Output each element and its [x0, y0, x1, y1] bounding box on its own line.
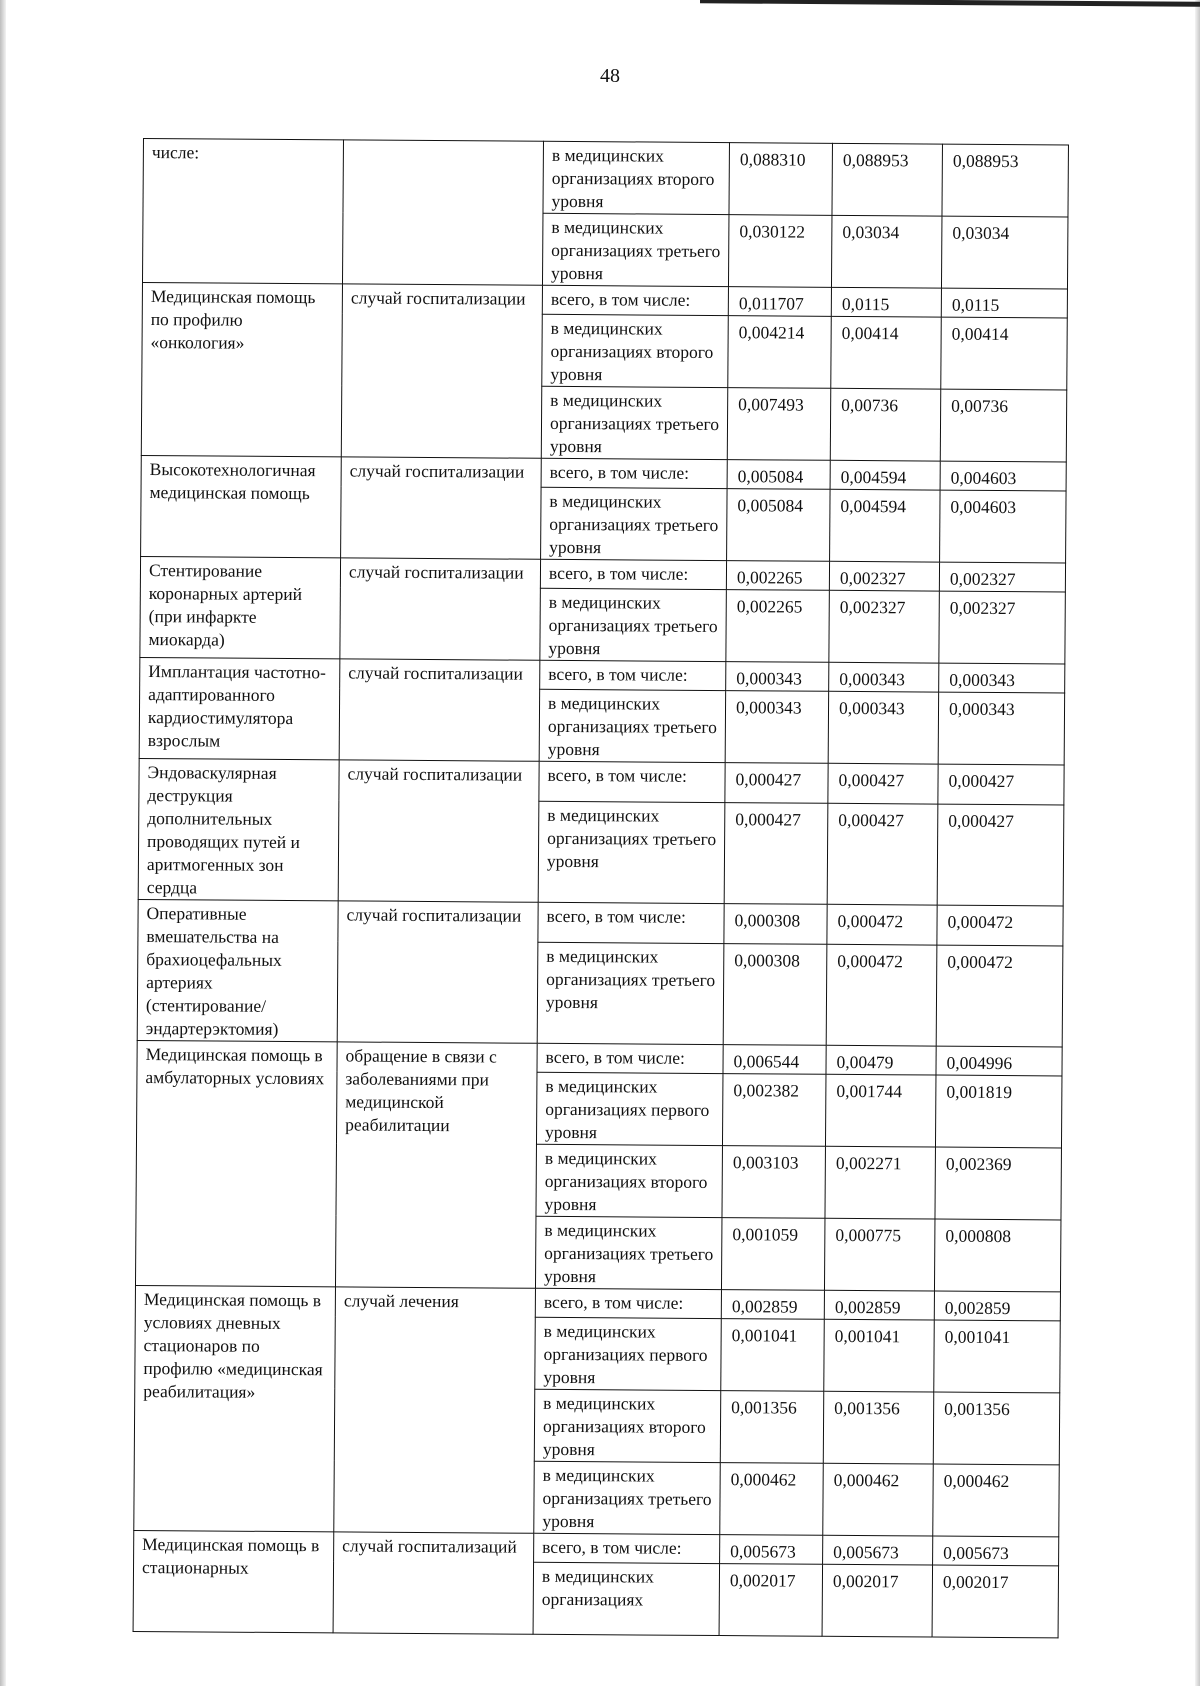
level-cell: всего, в том числе: [540, 559, 726, 589]
value-cell-year-3: 0,002859 [934, 1291, 1060, 1321]
value-cell-year-2: 0,000427 [828, 763, 938, 804]
table-row [137, 1040, 1062, 1075]
value-cell-year-2: 0,001744 [825, 1074, 936, 1147]
level-cell: в медицинских организациях второго уровня [534, 1389, 720, 1462]
scan-edge-left [0, 0, 6, 1686]
value-cell-year-3: 0,001819 [935, 1075, 1061, 1148]
level-cell: всего, в том числе: [534, 1533, 720, 1563]
value-cell-year-3: 0,002017 [932, 1565, 1058, 1638]
scan-edge-right [1195, 0, 1200, 1686]
value-cell-year-3: 0,002327 [939, 562, 1065, 592]
value-cell-year-3: 0,00736 [940, 389, 1066, 462]
table-row [140, 556, 1065, 591]
level-cell: в медицинских организациях третьего уровня [535, 1216, 721, 1289]
value-cell-year-2: 0,000462 [823, 1463, 934, 1536]
value-cell-year-3: 0,002369 [935, 1147, 1061, 1220]
value-cell-year-1: 0,002265 [726, 561, 829, 591]
unit-cell: случай лечения [334, 1287, 536, 1533]
level-cell: всего, в том числе: [535, 1288, 721, 1318]
value-cell-year-1: 0,011707 [728, 287, 831, 317]
care-type-cell: Стентирование коронарных артерий (при инфаркте миокарда) [140, 556, 341, 658]
level-cell: всего, в том числе: [541, 458, 727, 488]
table-row [141, 455, 1066, 490]
care-type-cell: Имплантация частотно-адаптированного кардиостимулятора взрослым [139, 657, 340, 759]
value-cell-year-1: 0,030122 [728, 215, 832, 288]
value-cell-year-2: 0,000343 [829, 662, 939, 692]
table-row [143, 139, 1068, 217]
value-cell-year-3: 0,005673 [933, 1536, 1059, 1566]
value-cell-year-3: 0,000808 [934, 1219, 1060, 1292]
unit-cell: случай госпитализации [339, 659, 540, 761]
level-cell: в медицинских организациях первого уровня [535, 1317, 721, 1390]
table-row [134, 1530, 1059, 1565]
value-cell-year-1: 0,001059 [721, 1218, 825, 1291]
unit-cell: случай госпитализации [338, 760, 539, 902]
value-cell-year-3: 0,004603 [940, 461, 1066, 491]
value-cell-year-3: 0,00414 [941, 317, 1067, 390]
value-cell-year-3: 0,000427 [937, 805, 1064, 906]
unit-cell: случай госпитализации [341, 284, 542, 458]
table-row [142, 282, 1067, 317]
data-table-wrapper [133, 138, 1068, 1638]
value-cell-year-3: 0,088953 [942, 144, 1068, 217]
value-cell-year-2: 0,00736 [830, 388, 940, 461]
value-cell-year-2: 0,000775 [824, 1218, 934, 1291]
value-cell-year-1: 0,005084 [727, 460, 830, 490]
level-cell: в медицинских организациях третьего уровня [537, 943, 724, 1045]
level-cell: всего, в том числе: [542, 285, 728, 315]
care-type-cell: Эндоваскулярная деструкция дополнительных проводящих путей и аритмогенных зон сердца [138, 758, 339, 900]
value-cell-year-3: 0,03034 [941, 216, 1067, 289]
value-cell-year-2: 0,005673 [823, 1535, 933, 1565]
level-cell: всего, в том числе: [540, 660, 726, 690]
value-cell-year-2: 0,088953 [832, 143, 943, 216]
table-row [140, 657, 1065, 692]
value-cell-year-2: 0,004594 [830, 460, 940, 490]
value-cell-year-1: 0,001356 [720, 1391, 824, 1464]
unit-cell: случай госпитализации [340, 558, 541, 660]
value-cell-year-2: 0,002859 [824, 1290, 934, 1320]
level-cell: в медицинских организациях третьего уровня [538, 802, 725, 904]
value-cell-year-2: 0,001356 [823, 1391, 933, 1464]
level-cell: всего, в том числе: [538, 902, 724, 944]
value-cell-year-3: 0,000472 [937, 905, 1063, 946]
value-cell-year-1: 0,000427 [724, 803, 828, 904]
value-cell-year-3: 0,000427 [938, 764, 1064, 805]
care-type-cell: Оперативные вмешательства на брахиоцефальных артериях (стентирование/эндартерэктомия) [137, 899, 338, 1041]
unit-cell: случай госпитализации [341, 457, 542, 559]
level-cell: всего, в том числе: [539, 761, 725, 803]
value-cell-year-2: 0,0115 [831, 287, 941, 317]
data-table [133, 138, 1069, 1638]
care-type-cell: Медицинская помощь в амбулаторных условиях [135, 1040, 337, 1286]
value-cell-year-3: 0,000472 [936, 946, 1063, 1047]
value-cell-year-2: 0,001041 [824, 1319, 935, 1392]
level-cell: в медицинских организациях первого уровня [536, 1072, 722, 1145]
care-type-cell: Медицинская помощь в стационарных [133, 1530, 334, 1632]
level-cell: в медицинских организациях второго уровня [536, 1144, 722, 1217]
value-cell-year-1: 0,002265 [726, 590, 830, 663]
value-cell-year-1: 0,002859 [721, 1290, 824, 1320]
value-cell-year-3: 0,004603 [940, 490, 1066, 563]
value-cell-year-1: 0,000343 [725, 691, 829, 764]
value-cell-year-1: 0,000462 [720, 1463, 824, 1536]
value-cell-year-1: 0,088310 [729, 143, 833, 216]
value-cell-year-3: 0,000462 [933, 1464, 1059, 1537]
value-cell-year-1: 0,006544 [723, 1045, 826, 1075]
page-number: 48 [600, 65, 620, 87]
level-cell: в медицинских организациях второго уровня [543, 141, 729, 214]
value-cell-year-3: 0,001041 [934, 1320, 1060, 1393]
level-cell: в медицинских организациях третьего уровня [540, 588, 726, 661]
value-cell-year-1: 0,000308 [724, 904, 827, 945]
care-type-cell: Медицинская помощь по профилю «онкология» [141, 282, 342, 456]
value-cell-year-2: 0,03034 [831, 215, 941, 288]
value-cell-year-1: 0,000427 [725, 763, 828, 804]
unit-cell: случай госпитализаций [333, 1532, 534, 1634]
table-body [133, 139, 1068, 1638]
unit-cell [342, 140, 543, 285]
value-cell-year-1: 0,005084 [727, 489, 831, 562]
value-cell-year-1: 0,004214 [728, 316, 832, 389]
level-cell: в медицинских организациях третьего уровня [539, 689, 725, 762]
value-cell-year-2: 0,00479 [826, 1045, 936, 1075]
care-type-cell: Медицинская помощь в условиях дневных стационаров по профилю «медицинская реабилитация» [134, 1285, 336, 1531]
value-cell-year-2: 0,000472 [826, 945, 937, 1046]
value-cell-year-2: 0,002327 [829, 590, 939, 663]
value-cell-year-2: 0,002271 [825, 1146, 935, 1219]
level-cell: в медицинских организациях третьего уровня [541, 386, 727, 459]
value-cell-year-3: 0,001356 [933, 1392, 1059, 1465]
value-cell-year-3: 0,004996 [936, 1046, 1062, 1076]
care-type-cell: числе: [142, 139, 343, 284]
table-row [139, 758, 1064, 805]
value-cell-year-2: 0,000472 [827, 904, 937, 945]
scan-top-bar [700, 0, 1200, 7]
value-cell-year-1: 0,000343 [726, 662, 829, 692]
value-cell-year-3: 0,002327 [939, 591, 1065, 664]
level-cell: в медицинских организациях [533, 1562, 719, 1635]
value-cell-year-2: 0,004594 [830, 489, 941, 562]
value-cell-year-2: 0,002017 [822, 1564, 932, 1637]
unit-cell: случай госпитализации [337, 901, 538, 1043]
value-cell-year-2: 0,002327 [829, 561, 939, 591]
table-row [138, 899, 1063, 946]
unit-cell: обращение в связи с заболеваниями при медицинской реабилитации [335, 1042, 537, 1288]
value-cell-year-1: 0,003103 [722, 1146, 826, 1219]
level-cell: в медицинских организациях третьего уровня [534, 1461, 720, 1534]
value-cell-year-1: 0,005673 [720, 1535, 823, 1565]
level-cell: в медицинских организациях второго уровня [542, 314, 728, 387]
value-cell-year-2: 0,00414 [831, 316, 942, 389]
level-cell: в медицинских организациях третьего уровня [541, 487, 727, 560]
value-cell-year-2: 0,000427 [827, 804, 938, 905]
value-cell-year-1: 0,007493 [727, 388, 831, 461]
level-cell: всего, в том числе: [537, 1043, 723, 1073]
value-cell-year-1: 0,000308 [723, 944, 827, 1045]
value-cell-year-2: 0,000343 [828, 691, 939, 764]
value-cell-year-3: 0,000343 [939, 663, 1065, 693]
value-cell-year-3: 0,0115 [941, 288, 1067, 318]
value-cell-year-3: 0,000343 [938, 692, 1064, 765]
value-cell-year-1: 0,002017 [719, 1564, 823, 1637]
table-row [135, 1285, 1060, 1320]
value-cell-year-1: 0,002382 [722, 1074, 826, 1147]
care-type-cell: Высокотехнологичная медицинская помощь [141, 455, 342, 557]
level-cell: в медицинских организациях третьего уровня [542, 213, 728, 286]
value-cell-year-1: 0,001041 [721, 1319, 825, 1392]
